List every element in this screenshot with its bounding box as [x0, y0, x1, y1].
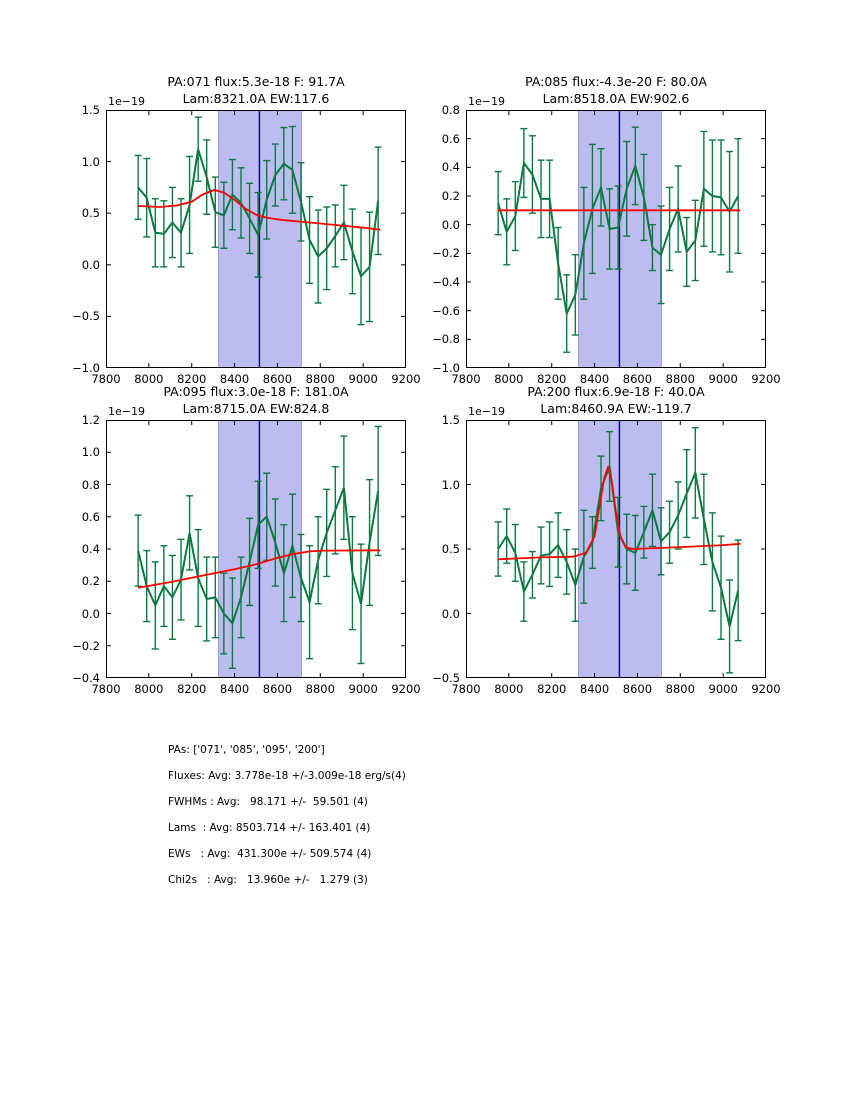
- subplot-3-title-line2: Lam:8460.9A EW:-119.7: [540, 401, 692, 416]
- subplot-2-title-line2: Lam:8715.0A EW:824.8: [182, 401, 330, 416]
- y-tick-label: −0.2: [72, 638, 100, 653]
- x-tick-label: 8600: [262, 682, 293, 696]
- x-tick-label: 7800: [91, 682, 121, 696]
- y-tick-label: −0.8: [432, 332, 460, 347]
- stats-line-fwhms: FWHMs : Avg: 98.171 +/- 59.501 (4): [168, 796, 368, 808]
- x-tick-label: 8200: [177, 372, 207, 386]
- stats-line-chi2s: Chi2s : Avg: 13.960e +/- 1.279 (3): [168, 874, 368, 886]
- stats-line-lams: Lams : Avg: 8503.714 +/- 163.401 (4): [168, 822, 371, 834]
- plot-area-3: [466, 420, 766, 678]
- x-tick-label: 8000: [134, 682, 164, 696]
- y-tick-label: 0.2: [81, 574, 100, 589]
- y-tick-label: −1.0: [72, 361, 100, 375]
- x-tick-label: 8400: [219, 682, 250, 696]
- y-tick-label: 0.8: [441, 103, 460, 117]
- y-tick-label: −0.2: [432, 246, 460, 261]
- x-tick-label: 8400: [579, 372, 610, 386]
- stats-line-pas: PAs: ['071', '085', '095', '200']: [168, 744, 325, 756]
- subplot-2-y-offset-label: 1e−19: [108, 405, 145, 418]
- x-tick-label: 9000: [708, 372, 738, 386]
- y-tick-label: 0.0: [441, 606, 460, 621]
- x-tick-label: 8200: [177, 682, 207, 696]
- x-tick-label: 9200: [391, 372, 421, 386]
- y-tick-label: −0.6: [432, 303, 460, 318]
- subplot-2-title-line1: PA:095 flux:3.0e-18 F: 181.0A: [163, 384, 349, 399]
- x-tick-label: 7800: [451, 372, 481, 386]
- y-tick-label: 0.6: [81, 509, 100, 524]
- x-tick-label: 9200: [391, 682, 421, 696]
- y-tick-label: 0.0: [81, 257, 100, 272]
- subplot-3-title-line1: PA:200 flux:6.9e-18 F: 40.0A: [527, 384, 705, 399]
- x-tick-label: 8600: [622, 372, 653, 386]
- y-tick-label: 1.0: [441, 477, 460, 492]
- x-tick-label: 8800: [665, 372, 695, 386]
- x-tick-label: 7800: [451, 682, 481, 696]
- y-tick-label: −1.0: [432, 361, 460, 375]
- subplot-0-title-line2: Lam:8321.0A EW:117.6: [182, 91, 330, 106]
- x-tick-label: 8400: [219, 372, 250, 386]
- x-tick-label: 8200: [537, 372, 567, 386]
- subplot-1-y-offset-label: 1e−19: [468, 95, 505, 108]
- y-tick-label: 0.8: [81, 477, 100, 492]
- y-tick-label: 0.5: [81, 206, 100, 221]
- x-tick-label: 8000: [494, 682, 524, 696]
- y-tick-label: 1.5: [441, 413, 460, 427]
- x-tick-label: 8600: [262, 372, 293, 386]
- x-tick-label: 8800: [305, 682, 335, 696]
- stats-line-fluxes: Fluxes: Avg: 3.778e-18 +/-3.009e-18 erg/s(4): [168, 770, 406, 782]
- x-tick-label: 9000: [708, 682, 738, 696]
- stats-line-ews: EWs : Avg: 431.300e +/- 509.574 (4): [168, 848, 372, 860]
- plot-area-0: [106, 110, 406, 368]
- subplot-1-title-line1: PA:085 flux:-4.3e-20 F: 80.0A: [525, 74, 707, 89]
- x-tick-label: 9200: [751, 372, 781, 386]
- subplot-1-title-line2: Lam:8518.0A EW:902.6: [542, 91, 690, 106]
- y-tick-label: 0.6: [441, 131, 460, 146]
- x-tick-label: 9200: [751, 682, 781, 696]
- x-tick-label: 8800: [305, 372, 335, 386]
- y-tick-label: 0.4: [81, 542, 100, 556]
- y-tick-label: 0.5: [441, 542, 460, 556]
- plot-area-1: [466, 110, 766, 368]
- x-tick-label: 8800: [665, 682, 695, 696]
- y-tick-label: 0.2: [441, 189, 460, 203]
- y-tick-label: −0.5: [432, 671, 460, 685]
- x-tick-label: 8600: [622, 682, 653, 696]
- x-tick-label: 7800: [91, 372, 121, 386]
- plot-area-2: [106, 420, 406, 678]
- y-tick-label: 0.0: [441, 217, 460, 232]
- y-tick-label: 1.2: [81, 413, 100, 427]
- y-tick-label: −0.5: [72, 309, 100, 324]
- x-tick-label: 9000: [348, 682, 378, 696]
- x-tick-label: 8000: [134, 372, 164, 386]
- y-tick-label: −0.4: [72, 671, 100, 685]
- subplot-0-title-line1: PA:071 flux:5.3e-18 F: 91.7A: [167, 74, 345, 89]
- y-tick-label: 0.4: [441, 160, 460, 175]
- y-tick-label: −0.4: [432, 275, 460, 289]
- subplot-0-y-offset-label: 1e−19: [108, 95, 145, 108]
- y-tick-label: 1.5: [81, 103, 100, 117]
- x-tick-label: 8200: [537, 682, 567, 696]
- subplot-3-y-offset-label: 1e−19: [468, 405, 505, 418]
- x-tick-label: 9000: [348, 372, 378, 386]
- y-tick-label: 1.0: [81, 445, 100, 460]
- x-tick-label: 8000: [494, 372, 524, 386]
- y-tick-label: 0.0: [81, 606, 100, 621]
- x-tick-label: 8400: [579, 682, 610, 696]
- y-tick-label: 1.0: [81, 154, 100, 169]
